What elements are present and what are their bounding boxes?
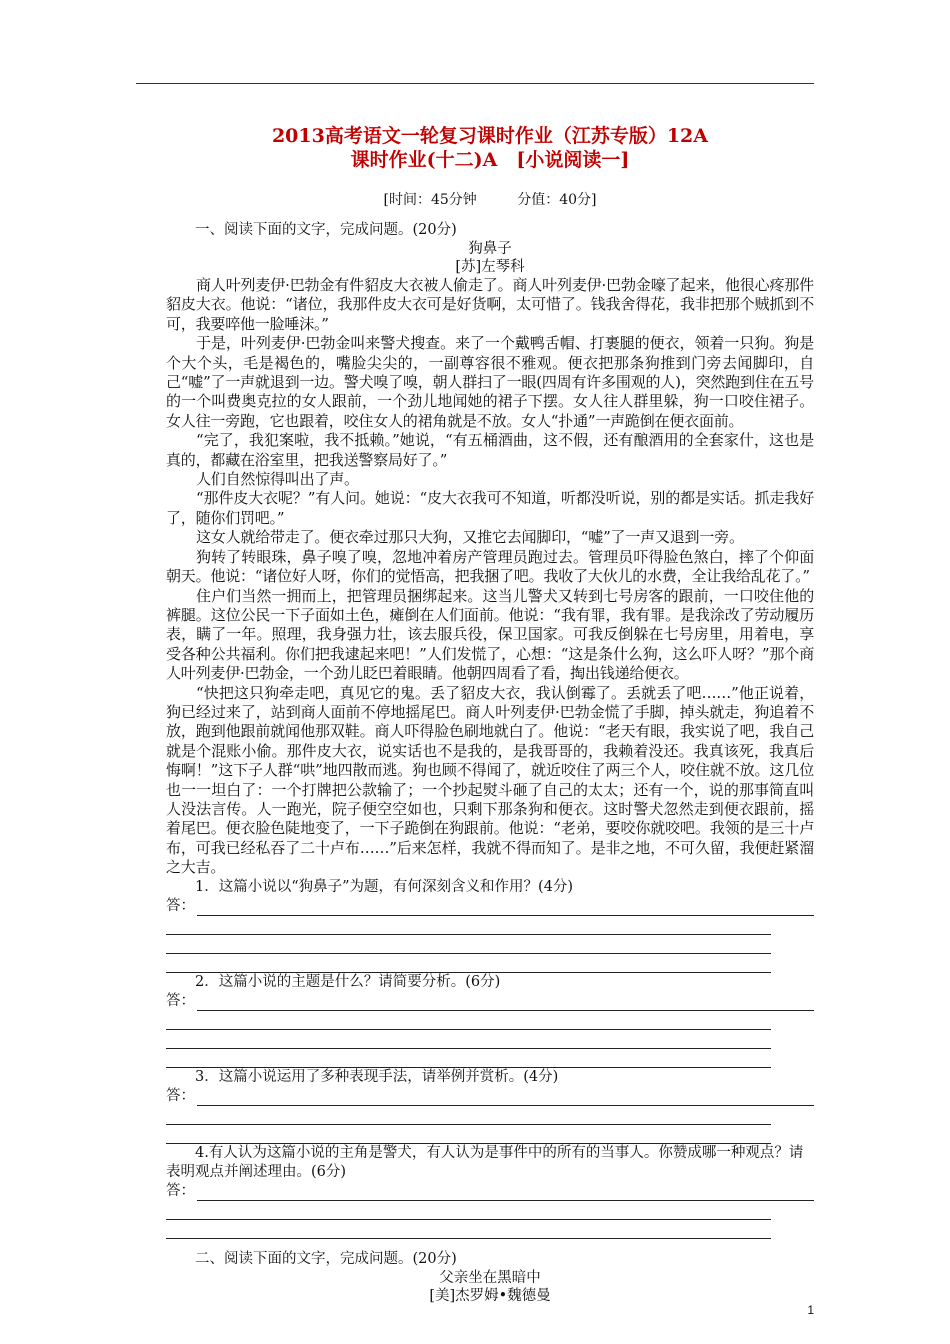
- question-text: 3．这篇小说运用了多种表现手法，请举例并赏析。(4分): [195, 1068, 559, 1085]
- question-text: 4.有人认为这篇小说的主角是警犬，有人认为是事件中的所有的当事人。你赞成哪一种观点？请表明观点并阐述理由。(6分): [166, 1144, 804, 1180]
- section2-heading: 二、阅读下面的文字，完成问题。(20分): [195, 1250, 457, 1267]
- answer-line[interactable]: [166, 1030, 771, 1049]
- answer-field[interactable]: [166, 1087, 814, 1106]
- answer-line[interactable]: [166, 1106, 771, 1125]
- answer-line[interactable]: [166, 935, 771, 954]
- answer-label: 答：: [166, 897, 195, 914]
- story-paragraph: 狗转了转眼珠，鼻子嗅了嗅，忽地冲着房产管理员跑过去。管理员吓得脸色煞白，摔了个仰面朝天。他说：“诸位好人呀，你们的觉悟高，把我捆了吧。我收了大伙儿的水费，全让我给乱花了。”: [166, 547, 814, 586]
- question-text: 2．这篇小说的主题是什么？请简要分析。(6分): [195, 973, 501, 990]
- question-2: [166, 973, 814, 1068]
- score-total: 分值：40分]: [517, 192, 597, 208]
- story1-author: [苏]左琴科: [455, 259, 525, 275]
- question-1: [166, 878, 814, 973]
- story-paragraph: “快把这只狗牵走吧，真见它的鬼。丢了貂皮大衣，我认倒霉了。丢就丢了吧……”他正说着，狗已经过来了，站到商人面前不停地摇尾巴。商人叶列麦伊·巴勃金慌了手脚，掉头就走，狗追着不放，跑到他跟前就闻他那双鞋。商人吓得脸色刷地就白了。他说：“老天有眼，我实说了吧，我自己就是个混账小偷。那件皮大衣，说实话也不是我的，是我哥哥的，我赖着没还。我真该死，我真后悔啊！”这下子人群“哄”地四散而逃。狗也顾不得闻了，就近咬住了两三个人，咬住就不放。这几位也一一坦白了：一个打牌把公款输了；一个抄起熨斗砸了自己的太太；还有一个，说的那事简直叫人没法言传。人一跑光，院子便空空如也，只剩下那条狗和便衣。这时警犬忽然走到便衣跟前，摇着尾巴。便衣脸色陡地变了，一下子跪倒在狗跟前。他说：“老弟，要咬你就咬吧。我领的是三十卢布，可我已经私吞了二十卢布……”后来怎样，我就不得而知了。是非之地，不可久留，我便赶紧溜之大吉。: [166, 683, 814, 877]
- story1-title: 狗鼻子: [468, 241, 512, 257]
- answer-line[interactable]: [166, 1220, 771, 1239]
- story-paragraph: 住户们当然一拥而上，把管理员捆绑起来。这当儿警犬又转到七号房客的跟前，一口咬住他的裤腿。这位公民一下子面如土色，瘫倒在人们面前。他说：“我有罪，我有罪。是我涂改了劳动履历表，瞒了一年。照理，我身强力壮，该去服兵役，保卫国家。可我反倒躲在七号房里，用着电，享受各种公共福利。你们把我逮起来吧！”人们发慌了，心想：“这是条什么狗，这么吓人呀？”那个商人叶列麦伊·巴勃金，一个劲儿眨巴着眼睛。他朝四周看了看，掏出钱递给便衣。: [166, 586, 814, 683]
- story2-title: 父亲坐在黑暗中: [439, 1269, 541, 1286]
- story-paragraph: “完了，我犯案啦，我不抵赖。”她说，“有五桶酒曲，这不假，还有酿酒用的全套家什，这也是真的，都藏在浴室里，把我送警察局好了。”: [166, 431, 814, 469]
- time-limit: [时间：45分钟: [383, 192, 477, 208]
- question-3: [166, 1068, 814, 1144]
- answer-line[interactable]: [166, 1049, 771, 1068]
- document-title-line1: 2013高考语文一轮复习课时作业（江苏专版）12A: [271, 125, 709, 147]
- story2-author: [美]杰罗姆•魏德曼: [429, 1287, 551, 1304]
- answer-label: 答：: [166, 1087, 195, 1104]
- answer-field[interactable]: [166, 992, 814, 1011]
- answer-line[interactable]: [166, 1201, 771, 1220]
- document-title-line2: 课时作业(十二)A [小说阅读一]: [350, 149, 630, 171]
- document-page: [166, 124, 814, 1305]
- question-text: 1．这篇小说以“狗鼻子”为题，有何深刻含义和作用？(4分): [195, 878, 574, 895]
- question-4: [166, 1144, 814, 1239]
- answer-label: 答：: [166, 1182, 195, 1199]
- story-paragraph: 人们自然惊得叫出了声。: [196, 470, 359, 489]
- answer-line[interactable]: [166, 916, 771, 935]
- answer-line[interactable]: [166, 954, 771, 973]
- answer-line[interactable]: [166, 1011, 771, 1030]
- header-rule: [136, 83, 814, 84]
- page-number: 1: [807, 1303, 814, 1317]
- story-paragraph: “那件皮大衣呢？”有人问。她说：“皮大衣我可不知道，听都没听说，别的都是实话。抓走我好了，随你们罚吧。”: [166, 489, 814, 527]
- answer-field[interactable]: [166, 1182, 814, 1201]
- answer-label: 答：: [166, 992, 195, 1009]
- answer-line[interactable]: [166, 1125, 771, 1144]
- time-score-info: [166, 190, 814, 210]
- story-paragraph: 这女人就给带走了。便衣牵过那只大狗，又推它去闻脚印，“嘘”了一声又退到一旁。: [196, 528, 744, 547]
- story1-body: [166, 276, 814, 878]
- story-paragraph: 商人叶列麦伊·巴勃金有件貂皮大衣被人偷走了。商人叶列麦伊·巴勃金嚎了起来，他很心疼那件貂皮大衣。他说：“诸位，我那件皮大衣可是好货啊，太可惜了。钱我舍得花，我非把那个贼抓到不可，我要啐他一脸唾沫。”: [166, 276, 814, 333]
- story-paragraph: 于是，叶列麦伊·巴勃金叫来警犬搜查。来了一个戴鸭舌帽、打裹腿的便衣，领着一只狗。狗是个大个头，毛是褐色的，嘴脸尖尖的，一副尊容很不雅观。便衣把那条狗推到门旁去闻脚印，自己“嘘”了一声就退到一边。警犬嗅了嗅，朝人群扫了一眼(四周有许多围观的人)，突然跑到住在五号的一个叫费奥克拉的女人跟前，一个劲儿地闻她的裙子下摆。女人往人群里躲，狗一口咬住裙子。女人往一旁跑，它也跟着，咬住女人的裙角就是不放。女人“扑通”一声跪倒在便衣面前。: [166, 334, 814, 430]
- answer-field[interactable]: [166, 897, 814, 916]
- section1-heading: 一、阅读下面的文字，完成问题。(20分): [195, 222, 457, 238]
